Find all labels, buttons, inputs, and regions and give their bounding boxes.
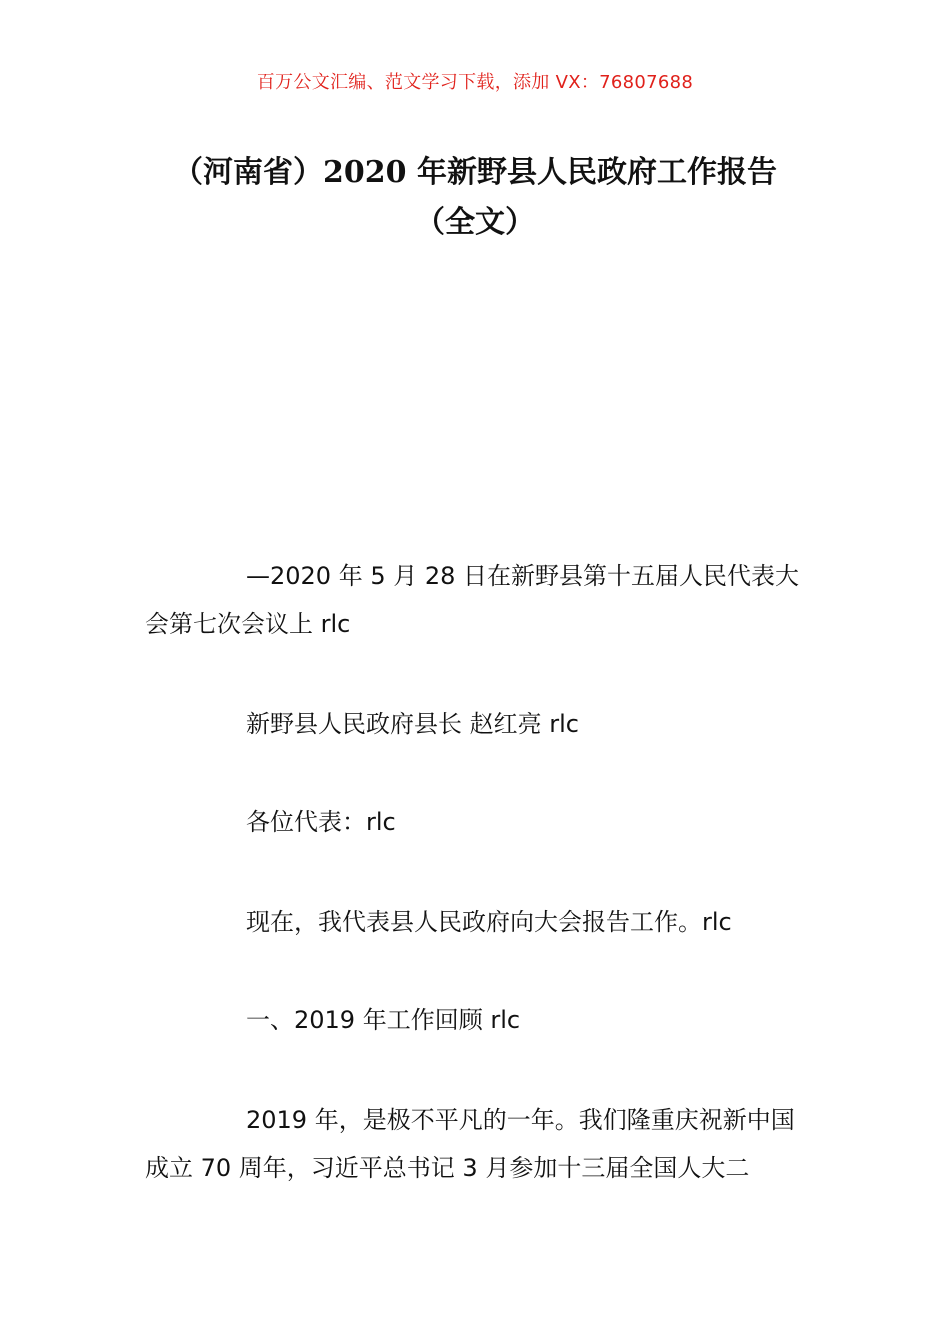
paragraph-salutation: 各位代表：rlc [246, 808, 396, 836]
document-title: （河南省）2020 年新野县人民政府工作报告（全文） [173, 155, 777, 240]
paragraph-speaker: 新野县人民政府县长 赵红亮 rlc [246, 710, 579, 738]
paragraph-intro: 现在，我代表县人民政府向大会报告工作。rlc [246, 908, 732, 936]
section-heading: 一、2019 年工作回顾 rlc [246, 1006, 521, 1034]
paragraph-body: 2019 年，是极不平凡的一年。我们隆重庆祝新中国成立 70 周年，习近平总书记 3 月参加十三届全国人大二 [145, 1106, 795, 1182]
paragraph-date-venue: —2020 年 5 月 28 日在新野县第十五届人民代表大会第七次会议上 rlc [145, 562, 800, 638]
promo-header: 百万公文汇编、范文学习下载，添加 VX：76807688 [256, 72, 694, 93]
